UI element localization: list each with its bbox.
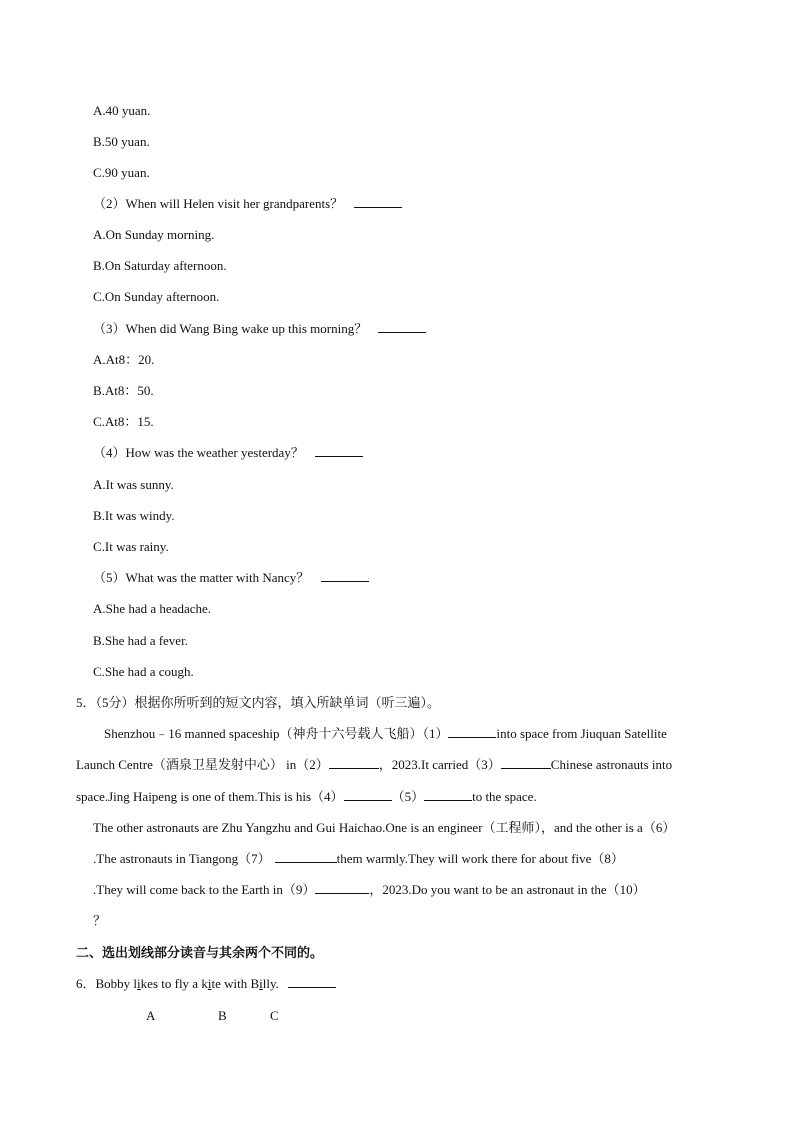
q6-answer-blank[interactable] bbox=[288, 975, 336, 988]
q5-blank-2[interactable] bbox=[329, 756, 379, 769]
q5-blank-3[interactable] bbox=[501, 756, 551, 769]
q5-text: ，2023.Do you want to be an astronaut in the（10） bbox=[369, 882, 646, 897]
q5-passage-line-7: ？ bbox=[93, 913, 107, 928]
q4-3-option-c: C.At8：15. bbox=[93, 414, 154, 429]
q4-4-answer-blank[interactable] bbox=[315, 444, 363, 457]
q4-5-prompt-text: （5）What was the matter with Nancy？ bbox=[93, 570, 310, 585]
q6-text: kes to fly a k bbox=[140, 976, 208, 991]
q4-3-option-a: A.At8：20. bbox=[93, 352, 155, 367]
q4-3-prompt-text: （3）When did Wang Bing wake up this morning？ bbox=[93, 321, 368, 336]
q5-passage-line-4: The other astronauts are Zhu Yangzhu and Gui Haichao.One is an engineer（工程师），and the other is a（6） bbox=[93, 820, 676, 835]
section-2-heading: 二、选出划线部分读音与其余两个不同的。 bbox=[76, 945, 324, 960]
q5-text: （5） bbox=[391, 789, 425, 804]
q4-4-prompt-text: （4）How was the weather yesterday？ bbox=[93, 445, 304, 460]
q5-blank-1[interactable] bbox=[448, 725, 496, 738]
q6-text: te with B bbox=[211, 976, 260, 991]
q6-text: lly. bbox=[262, 976, 279, 991]
q5-passage-line-5 bbox=[93, 850, 624, 868]
q5-blank-4[interactable] bbox=[344, 788, 392, 801]
q4-2-option-b: B.On Saturday afternoon. bbox=[93, 258, 227, 273]
q4-5-prompt bbox=[93, 569, 369, 587]
q4-5-answer-blank[interactable] bbox=[321, 569, 369, 582]
q5-text: Chinese astronauts into bbox=[550, 757, 673, 772]
q5-heading: 5．（5分）根据你所听到的短文内容，填入所缺单词（听三遍）。 bbox=[76, 695, 441, 710]
q5-text: .The astronauts in Tiangong（7） bbox=[93, 851, 271, 866]
q6-underlined-letter-2: i bbox=[207, 976, 212, 991]
q5-passage-line-3 bbox=[76, 788, 537, 806]
q4-3-prompt bbox=[93, 320, 426, 338]
q5-text: to the space. bbox=[472, 789, 537, 804]
q4-1-option-c: C.90 yuan. bbox=[93, 165, 150, 180]
q4-5-option-a: A.She had a headache. bbox=[93, 601, 212, 616]
q4-4-prompt bbox=[93, 444, 363, 462]
q6-prompt bbox=[76, 975, 336, 993]
q4-4-option-c: C.It was rainy. bbox=[93, 539, 169, 554]
q6-underlined-letter-1: i bbox=[137, 976, 141, 991]
q4-2-option-c: C.On Sunday afternoon. bbox=[93, 289, 220, 304]
q6-choice-b: B bbox=[218, 1008, 227, 1023]
q4-2-answer-blank[interactable] bbox=[354, 195, 402, 208]
q6-underlined-letter-3: i bbox=[259, 976, 263, 991]
q5-passage-line-6 bbox=[93, 881, 646, 899]
q4-2-prompt bbox=[93, 195, 402, 213]
q5-passage-line-2 bbox=[76, 756, 672, 774]
q5-text: into space from Jiuquan Satellite bbox=[496, 726, 667, 741]
q5-text: .They will come back to the Earth in（9） bbox=[93, 882, 316, 897]
q6-choice-c: C bbox=[270, 1008, 279, 1023]
q5-text: Launch Centre（酒泉卫星发射中心） in（2） bbox=[76, 757, 329, 772]
q4-4-option-a: A.It was sunny. bbox=[93, 477, 174, 492]
q5-blank-7[interactable] bbox=[275, 850, 337, 863]
q4-3-option-b: B.At8：50. bbox=[93, 383, 154, 398]
q5-text: ，2023.It carried（3） bbox=[378, 757, 501, 772]
q6-text: 6．Bobby l bbox=[76, 976, 138, 991]
q4-5-option-b: B.She had a fever. bbox=[93, 633, 188, 648]
q4-4-option-b: B.It was windy. bbox=[93, 508, 175, 523]
q5-text: them warmly.They will work there for about five（8） bbox=[336, 851, 624, 866]
q6-choice-a: A bbox=[146, 1008, 156, 1023]
q4-2-prompt-text: （2）When will Helen visit her grandparents？ bbox=[93, 196, 344, 211]
q5-passage-line-1 bbox=[104, 725, 667, 743]
q4-2-option-a: A.On Sunday morning. bbox=[93, 227, 215, 242]
q5-blank-5[interactable] bbox=[424, 788, 472, 801]
q5-blank-9[interactable] bbox=[315, 881, 369, 894]
q5-text: space.Jing Haipeng is one of them.This is his（4） bbox=[76, 789, 344, 804]
q4-1-option-a: A.40 yuan. bbox=[93, 103, 151, 118]
q4-3-answer-blank[interactable] bbox=[378, 320, 426, 333]
q4-5-option-c: C.She had a cough. bbox=[93, 664, 194, 679]
q5-text: Shenzhou﹣16 manned spaceship（神舟十六号载人飞船）（1） bbox=[104, 726, 449, 741]
q4-1-option-b: B.50 yuan. bbox=[93, 134, 150, 149]
